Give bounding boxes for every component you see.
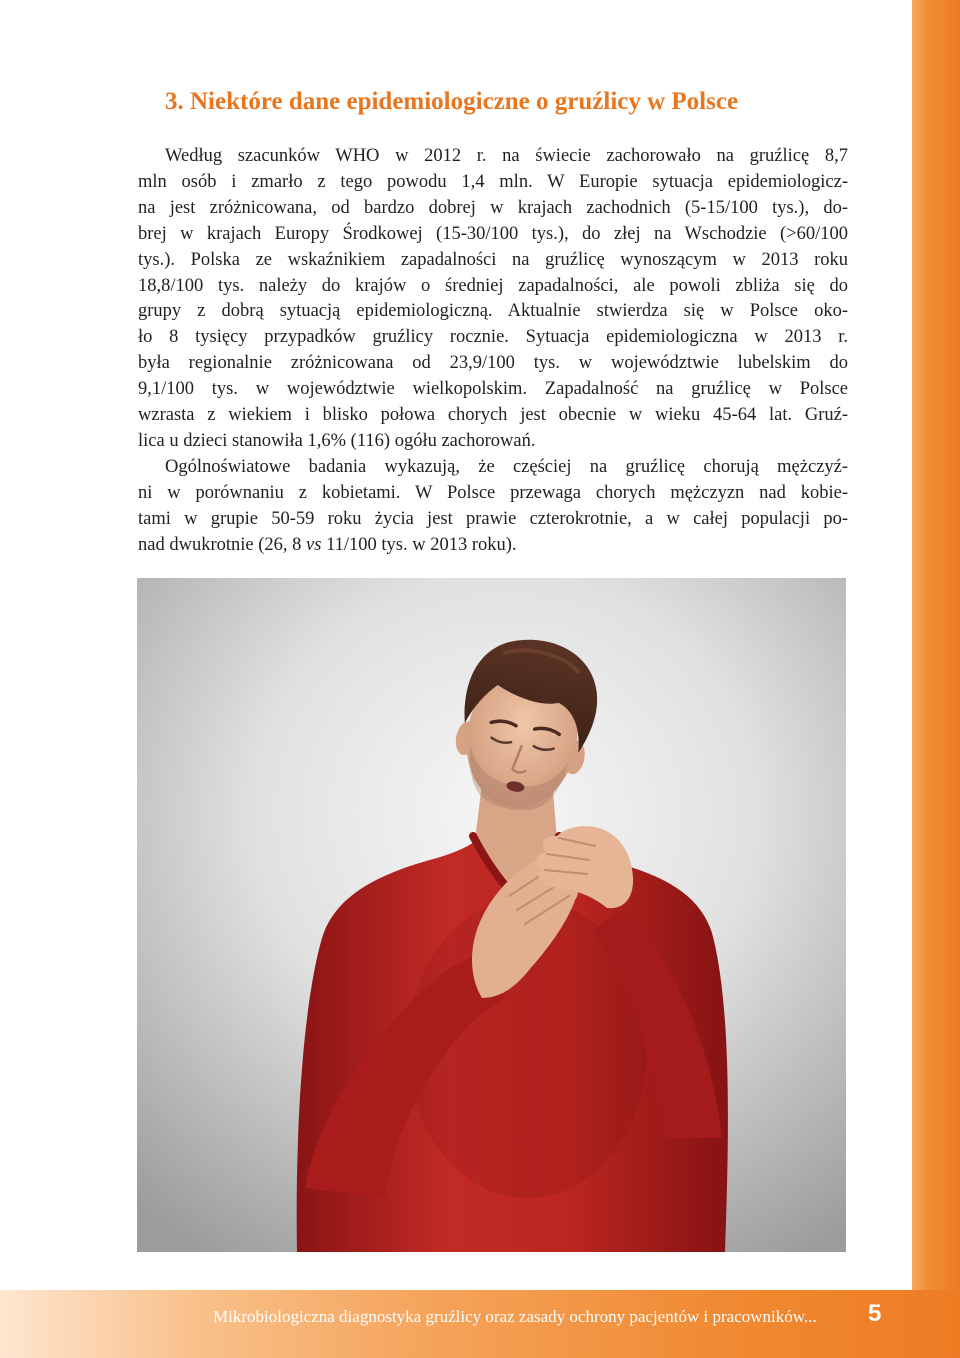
footer-title: Mikrobiologiczna diagnostyka gruźlicy oraz zasady ochrony pacjentów i pracowników... <box>213 1307 817 1326</box>
text-segment: 11/100 tys. w 2013 roku). <box>321 534 517 555</box>
text-line: lica u dzieci stanowiła 1,6% (116) ogółu zachorowań. <box>138 430 536 451</box>
text-segment: nad dwukrotnie (26, 8 <box>138 534 307 555</box>
photo-illustration <box>137 578 846 1252</box>
text-line: 18,8/100 tys. należy do krajów o średniej zapadalności, ale powoli zbliża się do <box>138 275 848 296</box>
text-line: była regionalnie zróżnicowana od 23,9/100 tys. w województwie lubelskim do <box>138 353 848 374</box>
text-line-last <box>138 533 848 559</box>
body-text <box>138 144 848 559</box>
text-line: tys.). Polska ze wskaźnikiem zapadalności na gruźlicę wynoszącym w 2013 roku <box>138 249 848 270</box>
text-line: mln osób i zmarło z tego powodu 1,4 mln. W Europie sytuacja epidemiologicz- <box>138 171 848 192</box>
text-line: ło 8 tysięcy przypadków gruźlicy rocznie. Sytuacja epidemiologiczna w 2013 r. <box>138 327 848 348</box>
footer-band <box>0 1290 960 1358</box>
italic-segment: vs <box>306 534 322 555</box>
text-line: na jest zróżnicowana, od bardzo dobrej w krajach zachodnich (5-15/100 tys.), do- <box>138 197 848 218</box>
text-line: tami w grupie 50-59 roku życia jest prawie czterokrotnie, a w całej populacji po- <box>138 508 848 529</box>
section-heading: 3. Niektóre dane epidemiologiczne o gruźlicy w Polsce <box>165 88 739 115</box>
text-line: brej w krajach Europy Środkowej (15-30/100 tys.), do złej na Wschodzie (>60/100 <box>138 223 848 244</box>
text-line: 9,1/100 tys. w województwie wielkopolskim. Zapadalność na gruźlicę w Polsce <box>138 379 848 400</box>
text-line: Ogólnoświatowe badania wykazują, że częściej na gruźlicę chorują mężczyź- <box>165 456 848 477</box>
page-number: 5 <box>868 1300 882 1327</box>
text-line: grupy z dobrą sytuacją epidemiologiczną. Aktualnie stwierdza się w Polsce oko- <box>138 301 848 322</box>
side-accent-bar <box>912 0 960 1290</box>
text-line: wzrasta z wiekiem i blisko połowa chorych jest obecnie w wieku 45-64 lat. Gruź- <box>138 405 848 426</box>
text-line: ni w porównaniu z kobietami. W Polsce przewaga chorych mężczyzn nad kobie- <box>138 482 848 503</box>
photo-man-chest-pain <box>137 578 846 1252</box>
text-line: Według szacunków WHO w 2012 r. na świecie zachorowało na gruźlicę 8,7 <box>165 146 848 166</box>
